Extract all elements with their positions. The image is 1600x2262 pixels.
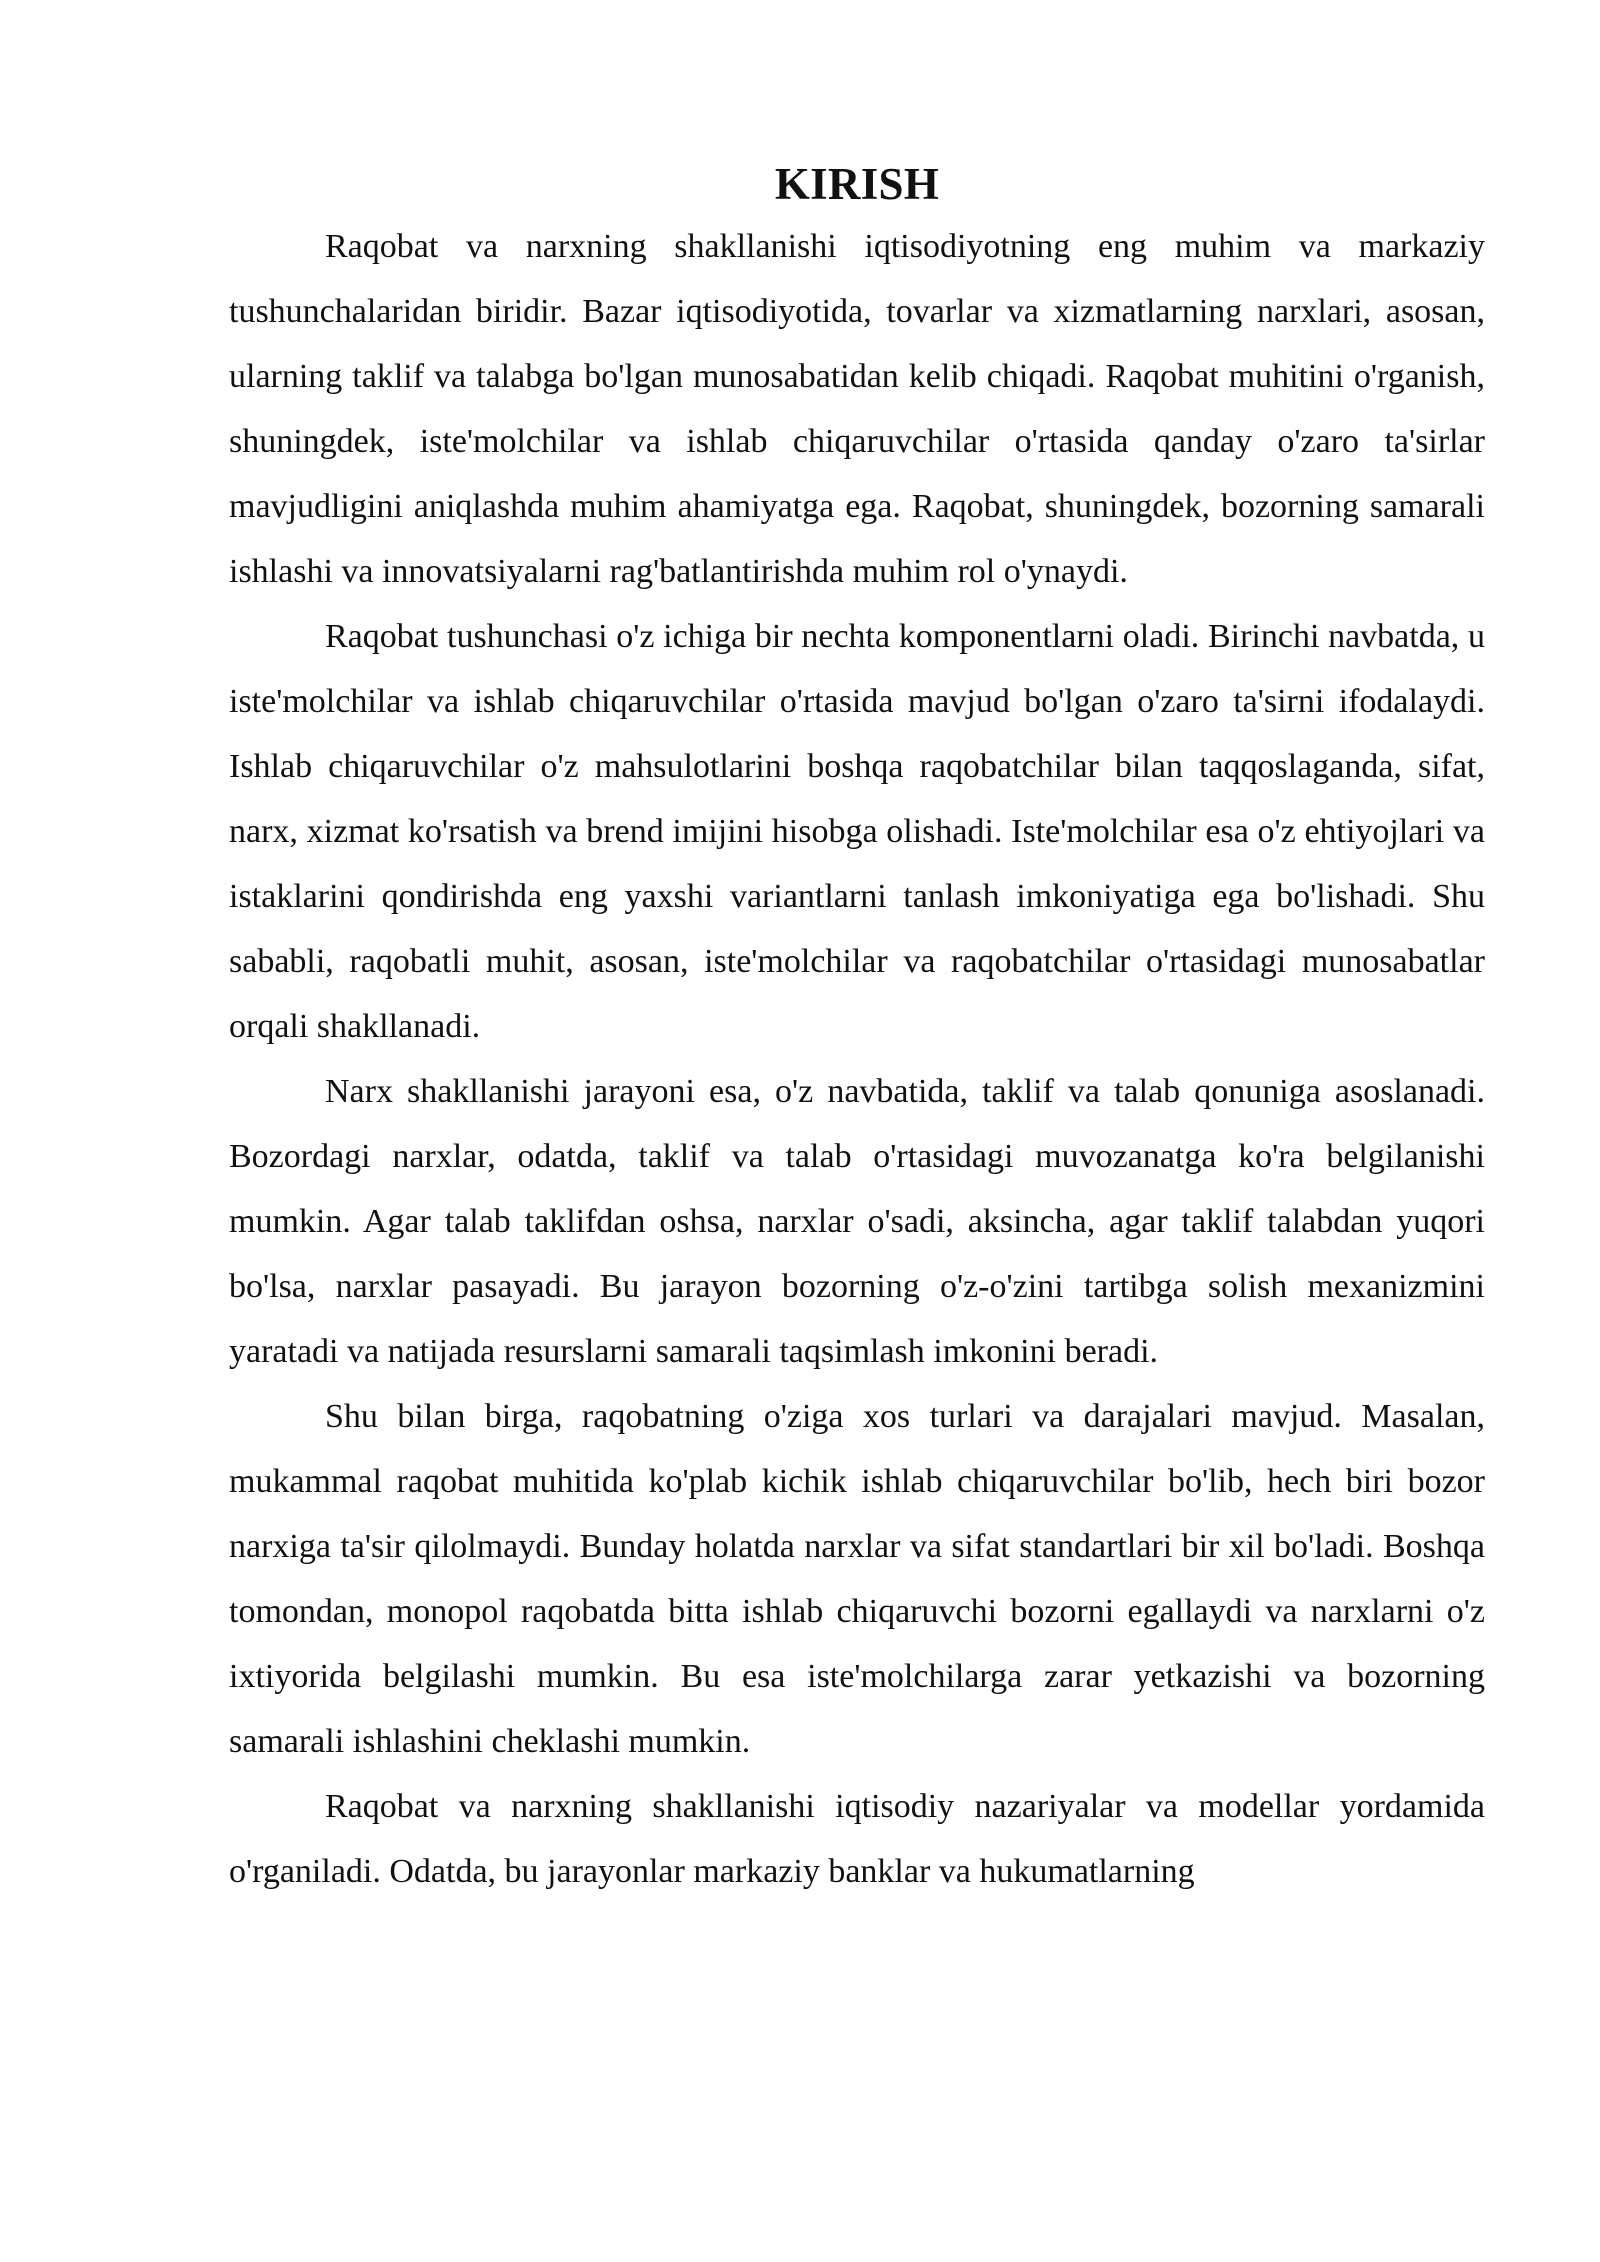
page-title: KIRISH — [774, 159, 940, 209]
paragraph-5: Raqobat va narxning shakllanishi iqtisodiy nazariyalar va modellar yordamida o'rganiladi. Odatda, bu jarayonlar markaziy banklar va hukumatlarning — [229, 1788, 1485, 1890]
paragraph-1: Raqobat va narxning shakllanishi iqtisodiyotning eng muhim va markaziy tushunchalaridan biridir. Bazar iqtisodiyotida, tovarlar va xizmatlarning narxlari, asosan, ularning taklif va talabga bo'lgan munosabatidan kelib chiqadi. Raqobat muhitini o'rganish, shuningdek, iste'molchilar va ishlab chiqaruvchilar o'rtasida qanday o'zaro ta'sirlar mavjudligini aniqlashda muhim ahamiyatga ega. Raqobat, shuningdek, bozorning samarali ishlashi va innovatsiyalarni rag'batlantirishda muhim rol o'ynaydi. — [229, 228, 1485, 590]
paragraph-4: Shu bilan birga, raqobatning o'ziga xos turlari va darajalari mavjud. Masalan, mukammal raqobat muhitida ko'plab kichik ishlab chiqaruvchilar bo'lib, hech biri bozor narxiga ta'sir qilolmaydi. Bunday holatda narxlar va sifat standartlari bir xil bo'ladi. Boshqa tomondan, monopol raqobatda bitta ishlab chiqaruvchi bozorni egallaydi va narxlarni o'z ixtiyorida belgilashi mumkin. Bu esa iste'molchilarga zarar yetkazishi va bozorning samarali ishlashini cheklashi mumkin. — [229, 1398, 1485, 1760]
paragraph-2: Raqobat tushunchasi o'z ichiga bir nechta komponentlarni oladi. Birinchi navbatda, u iste'molchilar va ishlab chiqaruvchilar o'rtasida mavjud bo'lgan o'zaro ta'sirni ifodalaydi. Ishlab chiqaruvchilar o'z mahsulotlarini boshqa raqobatchilar bilan taqqoslaganda, sifat, narx, xizmat ko'rsatish va brend imijini hisobga olishadi. Iste'molchilar esa o'z ehtiyojlari va istaklarini qondirishda eng yaxshi variantlarni tanlash imkoniyatiga ega bo'lishadi. Shu sababli, raqobatli muhit, asosan, iste'molchilar va raqobatchilar o'rtasidagi munosabatlar orqali shakllanadi. — [229, 618, 1485, 1045]
page-content — [229, 148, 1485, 1904]
paragraph-3: Narx shakllanishi jarayoni esa, o'z navbatida, taklif va talab qonuniga asoslanadi. Bozordagi narxlar, odatda, taklif va talab o'rtasidagi muvozanatga ko'ra belgilanishi mumkin. Agar talab taklifdan oshsa, narxlar o'sadi, aksincha, agar taklif talabdan yuqori bo'lsa, narxlar pasayadi. Bu jarayon bozorning o'z-o'zini tartibga solish mexanizmini yaratadi va natijada resurslarni samarali taqsimlash imkonini beradi. — [229, 1073, 1485, 1370]
